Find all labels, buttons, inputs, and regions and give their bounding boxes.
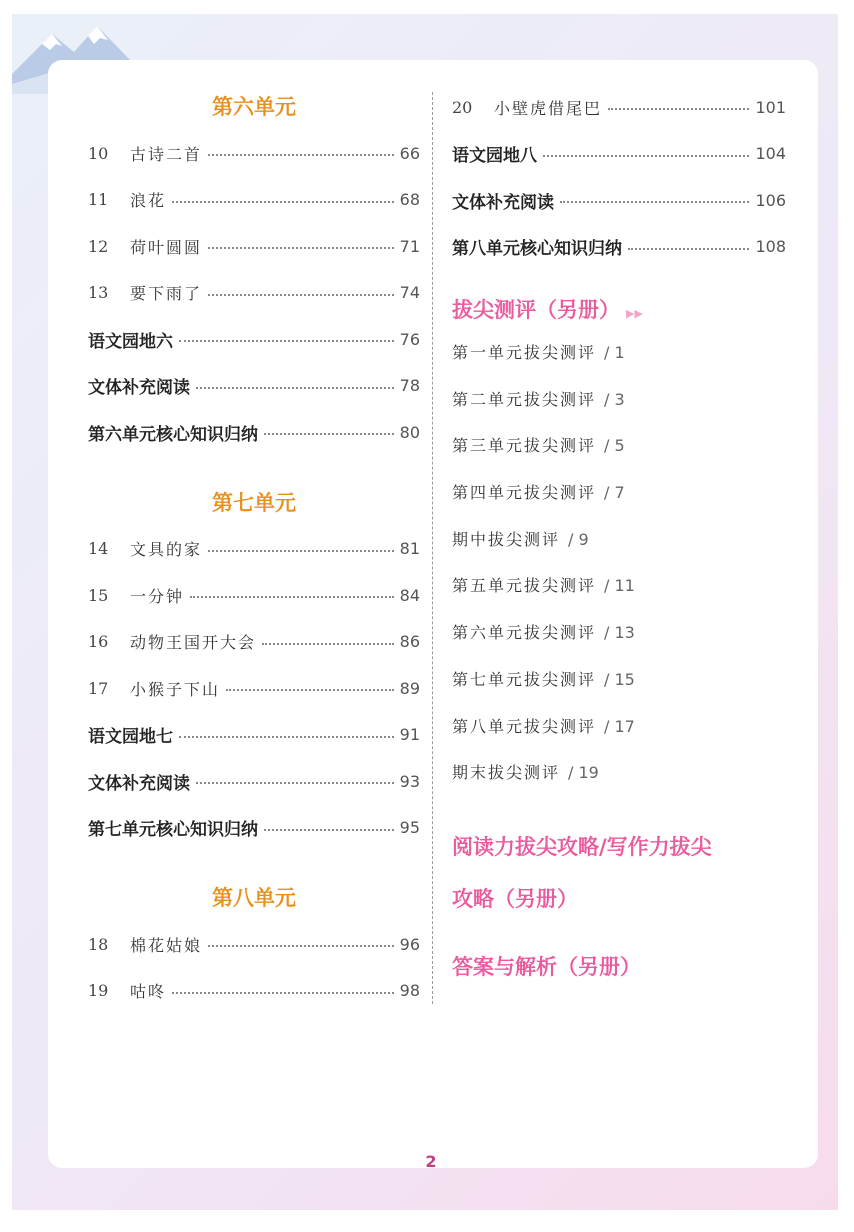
page-ref: 108 (755, 237, 786, 257)
page-ref: 71 (399, 236, 420, 256)
dot-leader (208, 550, 394, 552)
section-title: 文体补充阅读 (88, 378, 190, 399)
eval-page: / 13 (604, 623, 635, 643)
eval-page: / 1 (604, 343, 625, 362)
lesson-number: 20 (452, 97, 473, 117)
eval-title: 第六单元拔尖测评 (452, 623, 597, 643)
eval-page: / 5 (604, 436, 625, 456)
dot-leader (608, 108, 749, 110)
lesson-number: 15 (88, 585, 109, 605)
lesson-title: 古诗二首 (130, 144, 203, 164)
lesson-title: 咕咚 (130, 982, 167, 1002)
toc-entry[interactable] (88, 712, 420, 759)
lesson-title: 小猴子下山 (130, 679, 221, 699)
lesson-title: 荷叶圆圆 (130, 237, 203, 257)
lesson-title: 浪花 (130, 191, 167, 211)
lesson-number: 18 (88, 934, 109, 954)
lesson-number: 11 (88, 190, 109, 210)
section-title: 文体补充阅读 (88, 773, 190, 794)
eval-title: 期末拔尖测评 (452, 763, 561, 783)
toc-entry[interactable] (452, 131, 786, 178)
unit-heading-8: 第八单元 (212, 886, 296, 910)
eval-entry[interactable] (452, 610, 786, 657)
unit-heading-6: 第六单元 (212, 95, 296, 119)
toc-entry[interactable] (88, 223, 420, 270)
toc-entry[interactable] (452, 224, 786, 271)
eval-page: / 3 (604, 389, 625, 409)
dot-leader (179, 736, 394, 738)
eval-entry[interactable] (452, 330, 786, 377)
page-ref: 104 (755, 144, 786, 164)
dot-leader (543, 155, 749, 157)
answers-heading: 答案与解析（另册） (452, 954, 641, 979)
eval-page: / 11 (604, 576, 635, 596)
eval-title: 第二单元拔尖测评 (452, 389, 597, 409)
toc-entry[interactable] (88, 758, 420, 805)
eval-page: / 17 (604, 716, 635, 736)
page-ref: 78 (399, 376, 420, 396)
dot-leader (226, 689, 394, 691)
dot-leader (264, 829, 394, 831)
eval-title: 期中拔尖测评 (452, 529, 561, 549)
lesson-number: 13 (88, 283, 109, 303)
eval-title: 第八单元拔尖测评 (452, 716, 597, 736)
eval-page: / 9 (568, 529, 589, 549)
toc-entry[interactable] (88, 409, 420, 456)
strategy-heading-block (452, 821, 786, 925)
toc-entry[interactable] (88, 619, 420, 666)
toc-entry[interactable] (88, 665, 420, 712)
eval-entry[interactable] (452, 750, 786, 797)
lesson-title: 要下雨了 (130, 284, 203, 304)
eval-title: 第四单元拔尖测评 (452, 483, 597, 503)
page-ref: 95 (399, 818, 420, 838)
page-ref: 81 (399, 539, 420, 559)
eval-entry[interactable] (452, 377, 786, 424)
dot-leader (262, 643, 394, 645)
lesson-title: 一分钟 (130, 586, 185, 606)
lesson-number: 10 (88, 143, 109, 163)
page-number: 2 (425, 1152, 437, 1171)
section-title: 语文园地八 (452, 146, 537, 167)
eval-page: / 15 (604, 669, 635, 689)
toc-entry[interactable] (88, 921, 420, 968)
strategy-heading-line2: 攻略（另册） (452, 886, 578, 911)
page-ref: 106 (755, 190, 786, 210)
double-triangle-right-icon: ▶▶ (626, 307, 643, 320)
page-ref: 96 (399, 934, 420, 954)
toc-entry[interactable] (88, 572, 420, 619)
eval-page: / 7 (604, 483, 625, 503)
eval-title: 第七单元拔尖测评 (452, 669, 597, 689)
eval-title: 第三单元拔尖测评 (452, 436, 597, 456)
toc-entry[interactable] (88, 363, 420, 410)
eval-entry[interactable] (452, 517, 786, 564)
lesson-number: 14 (88, 539, 109, 559)
lesson-number: 16 (88, 632, 109, 652)
page-ref: 86 (399, 632, 420, 652)
column-divider (432, 92, 433, 1004)
eval-entry[interactable] (452, 657, 786, 704)
page-ref: 80 (399, 422, 420, 442)
section-title: 第八单元核心知识归纳 (452, 239, 622, 260)
lesson-title: 动物王国开大会 (130, 633, 257, 653)
section-title: 文体补充阅读 (452, 192, 554, 213)
dot-leader (196, 387, 394, 389)
toc-entry[interactable] (452, 177, 786, 224)
eval-page: / 19 (568, 763, 599, 783)
eval-heading-row (452, 290, 786, 330)
toc-entry[interactable] (452, 84, 786, 131)
section-title: 第六单元核心知识归纳 (88, 424, 258, 445)
toc-entry[interactable] (88, 968, 420, 1015)
eval-entry[interactable] (452, 563, 786, 610)
dot-leader (172, 992, 394, 994)
toc-entry[interactable] (88, 177, 420, 224)
unit-heading-7: 第七单元 (212, 490, 296, 515)
dot-leader (628, 248, 749, 250)
page-ref: 76 (399, 329, 420, 349)
eval-entry[interactable] (452, 470, 786, 517)
dot-leader (172, 201, 394, 203)
eval-entry[interactable] (452, 423, 786, 470)
dot-leader (190, 596, 394, 598)
lesson-number: 17 (88, 678, 109, 698)
toc-entry[interactable] (88, 805, 420, 852)
eval-title: 第一单元拔尖测评 (452, 343, 597, 362)
lesson-number: 12 (88, 236, 109, 256)
eval-title: 第五单元拔尖测评 (452, 576, 597, 596)
page-ref: 101 (755, 97, 786, 117)
page-ref: 66 (399, 143, 420, 163)
dot-leader (264, 433, 394, 435)
toc-entry[interactable] (88, 316, 420, 363)
strategy-heading-line1: 阅读力拔尖攻略/写作力拔尖 (452, 834, 712, 859)
left-column (88, 84, 420, 1014)
page-ref: 89 (399, 678, 420, 698)
lesson-number: 19 (88, 981, 109, 1001)
page-ref: 68 (399, 190, 420, 210)
toc-entry[interactable] (88, 270, 420, 317)
page-ref: 74 (399, 283, 420, 303)
dot-leader (208, 294, 394, 296)
section-title: 语文园地七 (88, 727, 173, 748)
dot-leader (208, 154, 394, 156)
section-title: 语文园地六 (88, 331, 173, 352)
section-title: 第七单元核心知识归纳 (88, 820, 258, 841)
right-column (452, 84, 786, 987)
dot-leader (208, 247, 394, 249)
eval-heading: 拔尖测评（另册） (452, 298, 620, 322)
page-ref: 84 (399, 585, 420, 605)
lesson-title: 文具的家 (130, 540, 203, 560)
dot-leader (208, 945, 394, 947)
page-ref: 91 (399, 725, 420, 745)
page-ref: 93 (399, 771, 420, 791)
lesson-title: 小壁虎借尾巴 (494, 98, 603, 118)
dot-leader (179, 340, 394, 342)
toc-entry[interactable] (88, 526, 420, 573)
dot-leader (196, 782, 394, 784)
eval-entry[interactable] (452, 704, 786, 751)
dot-leader (560, 201, 749, 203)
lesson-title: 棉花姑娘 (130, 935, 203, 955)
toc-entry[interactable] (88, 130, 420, 177)
page-ref: 98 (399, 981, 420, 1001)
